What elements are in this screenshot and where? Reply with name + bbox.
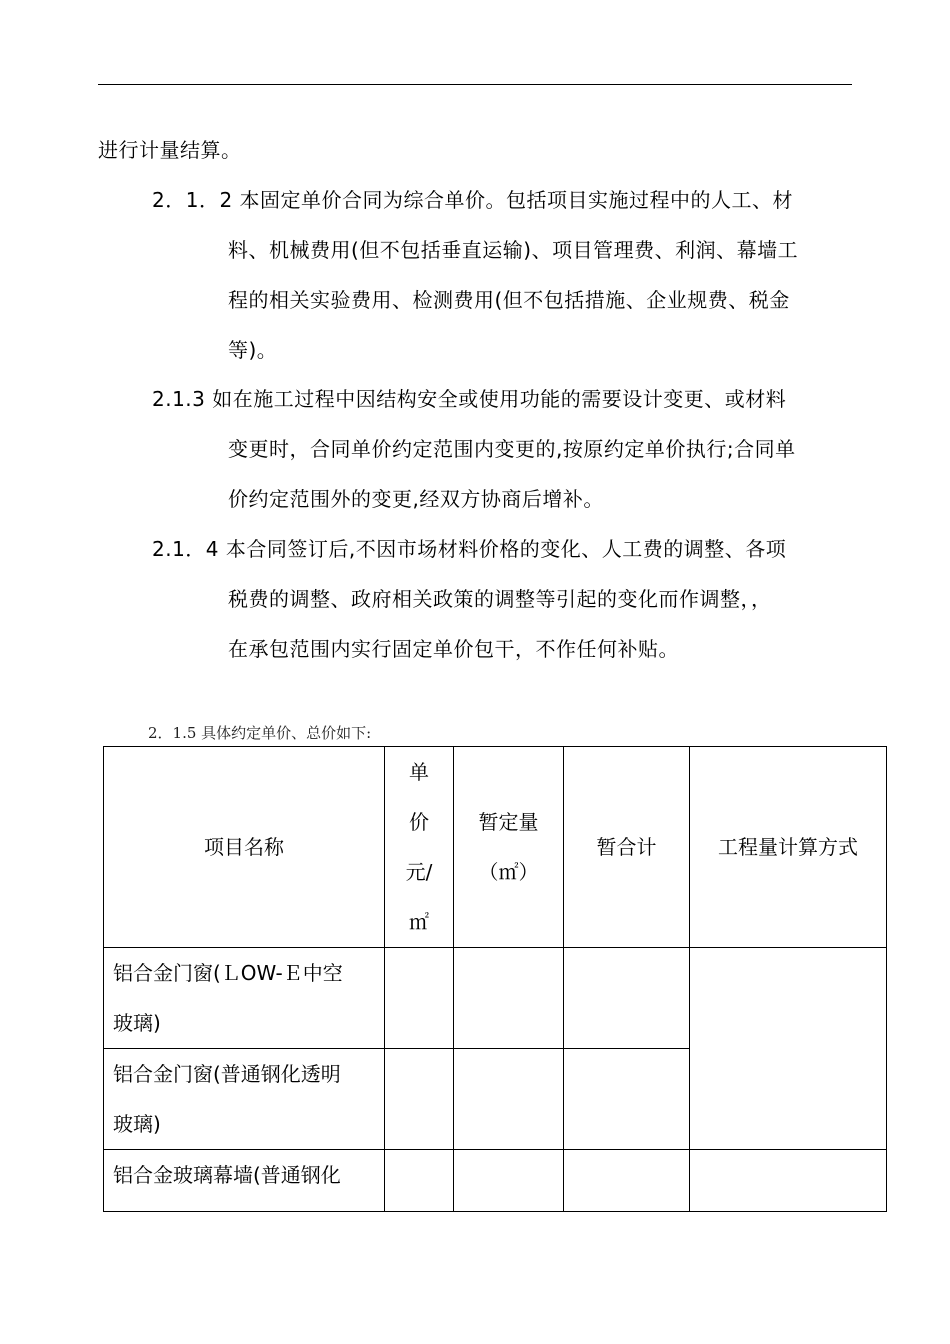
row-unit-price-cell xyxy=(385,1049,454,1150)
row-item-name xyxy=(104,948,385,1049)
header-subtotal: 暂合计 xyxy=(564,747,690,948)
row-subtotal-cell xyxy=(564,1049,690,1150)
clause-2-1-4-line: 2.1．4 本合同签订后,不因市场材料价格的变化、人工费的调整、各项 xyxy=(152,537,787,561)
header-calc-method: 工程量计算方式 xyxy=(690,747,887,948)
clause-2-1-3-line: 2.1.3 如在施工过程中因结构安全或使用功能的需要设计变更、或材料 xyxy=(152,387,787,411)
header-item-name: 项目名称 xyxy=(104,747,385,948)
header-rule xyxy=(98,84,852,85)
row-calc-method-cell xyxy=(690,948,887,1150)
table-row xyxy=(104,948,887,1049)
clause-2-1-3-line: 价约定范围外的变更,经双方协商后增补。 xyxy=(228,487,604,511)
clause-2-1-2-line: 2．1．2 本固定单价合同为综合单价。包括项目实施过程中的人工、材 xyxy=(152,188,794,212)
row-quantity-cell xyxy=(454,948,564,1049)
row-item-name-line: 玻璃) xyxy=(113,1112,161,1136)
table-caption: 2．1.5 具体约定单价、总价如下: xyxy=(148,724,372,742)
row-quantity-cell xyxy=(454,1049,564,1150)
price-table xyxy=(103,746,887,1212)
row-unit-price-cell xyxy=(385,1150,454,1212)
header-quantity-part: 暂定量 xyxy=(478,810,539,834)
row-item-name xyxy=(104,1150,385,1212)
header-unit-price-part: ㎡ xyxy=(409,910,429,934)
row-quantity-cell xyxy=(454,1150,564,1212)
row-subtotal-cell xyxy=(564,948,690,1049)
row-calc-method-cell xyxy=(690,1150,887,1212)
header-unit-price-part: 单 xyxy=(409,760,429,784)
clause-2-1-2-line: 程的相关实验费用、检测费用(但不包括措施、企业规费、税金 xyxy=(228,288,790,312)
clause-2-1-2-line: 等)。 xyxy=(228,338,278,362)
row-item-name-line: 玻璃) xyxy=(113,1011,161,1035)
table-header-row xyxy=(104,747,887,948)
row-item-name-line: 铝合金门窗(普通钢化透明 xyxy=(113,1062,341,1086)
clause-2-1-2-line: 料、机械费用(但不包括垂直运输)、项目管理费、利润、幕墙工 xyxy=(228,238,799,262)
clause-2-1-4-line: 在承包范围内实行固定单价包干，不作任何补贴。 xyxy=(228,637,679,661)
row-item-name xyxy=(104,1049,385,1150)
table-row xyxy=(104,1150,887,1212)
header-unit-price-part: 元/ xyxy=(405,860,433,884)
header-quantity-part: （㎡） xyxy=(478,860,539,884)
paragraph-line: 进行计量结算。 xyxy=(98,138,242,162)
clause-2-1-4-line: 税费的调整、政府相关政策的调整等引起的变化而作调整，， xyxy=(228,587,772,611)
row-subtotal-cell xyxy=(564,1150,690,1212)
row-item-name-line: 铝合金玻璃幕墙(普通钢化 xyxy=(113,1163,341,1187)
row-unit-price-cell xyxy=(385,948,454,1049)
clause-2-1-3-line: 变更时，合同单价约定范围内变更的,按原约定单价执行;合同单 xyxy=(228,437,796,461)
header-unit-price-part: 价 xyxy=(409,810,429,834)
header-quantity xyxy=(454,747,564,948)
row-item-name-line: 铝合金门窗(ＬOW-Ｅ中空 xyxy=(113,961,343,985)
header-unit-price xyxy=(385,747,454,948)
